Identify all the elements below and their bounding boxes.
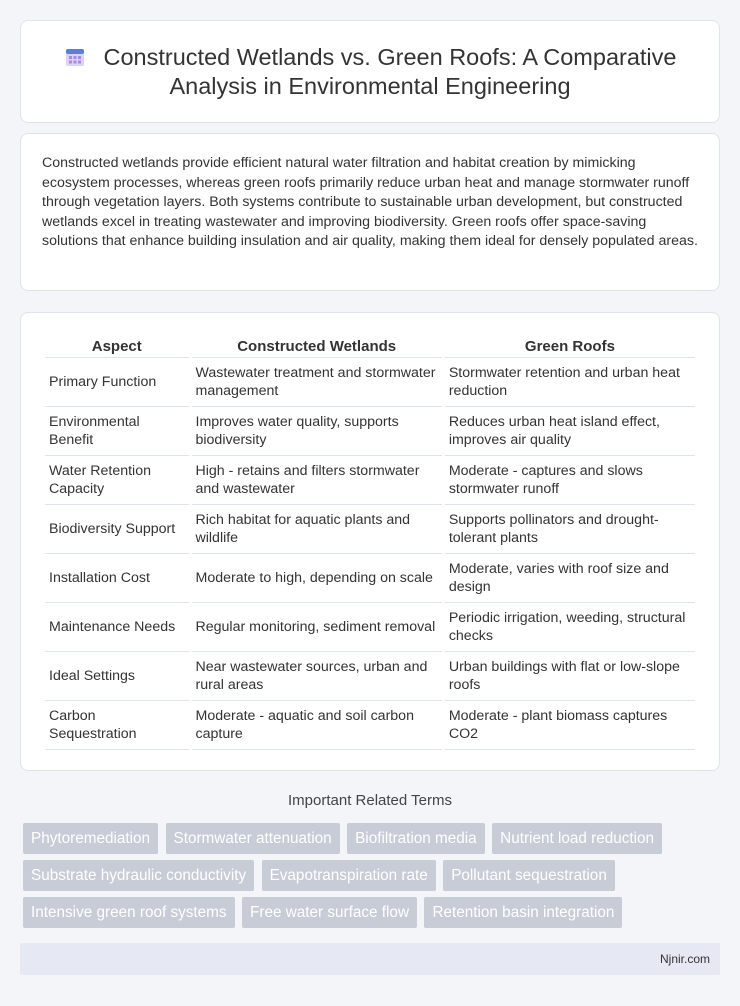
row-aspect: Ideal Settings — [45, 652, 189, 701]
calendar-icon — [64, 46, 86, 68]
row-aspect: Primary Function — [45, 358, 189, 407]
row-green-roofs: Urban buildings with flat or low-slope roofs — [445, 652, 695, 701]
header-green-roofs: Green Roofs — [445, 335, 695, 358]
row-green-roofs: Stormwater retention and urban heat reduction — [445, 358, 695, 407]
table-row — [45, 652, 695, 701]
row-aspect: Carbon Sequestration — [45, 701, 189, 750]
title-line-1: Constructed Wetlands vs. Green Roofs: A Comparative — [103, 44, 677, 70]
table-row — [45, 456, 695, 505]
row-aspect: Biodiversity Support — [45, 505, 189, 554]
term-tag[interactable]: Intensive green roof systems — [23, 897, 235, 928]
row-wetlands: Regular monitoring, sediment removal — [192, 603, 442, 652]
row-aspect: Environmental Benefit — [45, 407, 189, 456]
term-tag[interactable]: Biofiltration media — [347, 823, 485, 854]
related-terms-list — [23, 823, 723, 934]
intro-card — [20, 133, 720, 291]
row-wetlands: High - retains and filters stormwater and wastewater — [192, 456, 442, 505]
table-header-row — [45, 335, 695, 358]
row-aspect: Installation Cost — [45, 554, 189, 603]
footer-site-link[interactable]: Njnir.com — [659, 952, 710, 966]
row-wetlands: Moderate - aquatic and soil carbon capture — [192, 701, 442, 750]
row-green-roofs: Supports pollinators and drought-tolerant plants — [445, 505, 695, 554]
row-green-roofs: Moderate, varies with roof size and design — [445, 554, 695, 603]
row-green-roofs: Periodic irrigation, weeding, structural checks — [445, 603, 695, 652]
row-wetlands: Moderate to high, depending on scale — [192, 554, 442, 603]
intro-paragraph: Constructed wetlands provide efficient natural water filtration and habitat creation by mimicking ecosystem processes, whereas green roofs primarily reduce urban heat and manage stormwater runoff through vegetation layers. Both systems contribute to sustainable urban development, but constructed wetlands excel in treating wastewater and improving biodiversity. Green roofs offer space-saving solutions that enhance building insulation and air quality, making them ideal for densely populated areas. — [42, 155, 698, 249]
header-aspect: Aspect — [45, 335, 189, 358]
row-wetlands: Near wastewater sources, urban and rural areas — [192, 652, 442, 701]
row-green-roofs: Reduces urban heat island effect, improves air quality — [445, 407, 695, 456]
title-line-2: Analysis in Environmental Engineering — [169, 73, 571, 99]
header-constructed-wetlands: Constructed Wetlands — [192, 335, 442, 358]
row-aspect: Maintenance Needs — [45, 603, 189, 652]
footer — [20, 943, 720, 975]
table-row — [45, 603, 695, 652]
term-tag[interactable]: Retention basin integration — [424, 897, 622, 928]
row-green-roofs: Moderate - captures and slows stormwater runoff — [445, 456, 695, 505]
term-tag[interactable]: Free water surface flow — [242, 897, 417, 928]
row-aspect: Water Retention Capacity — [45, 456, 189, 505]
row-green-roofs: Moderate - plant biomass captures CO2 — [445, 701, 695, 750]
table-row — [45, 554, 695, 603]
term-tag[interactable]: Stormwater attenuation — [166, 823, 340, 854]
term-tag[interactable]: Substrate hydraulic conductivity — [23, 860, 254, 891]
related-terms-heading: Important Related Terms — [288, 792, 452, 809]
table-row — [45, 505, 695, 554]
comparison-card — [20, 312, 720, 771]
table-row — [45, 358, 695, 407]
row-wetlands: Rich habitat for aquatic plants and wildlife — [192, 505, 442, 554]
term-tag[interactable]: Phytoremediation — [23, 823, 158, 854]
comparison-table — [42, 335, 698, 750]
title-card — [20, 20, 720, 123]
table-row — [45, 407, 695, 456]
row-wetlands: Improves water quality, supports biodiversity — [192, 407, 442, 456]
term-tag[interactable]: Nutrient load reduction — [492, 823, 662, 854]
table-row — [45, 701, 695, 750]
row-wetlands: Wastewater treatment and stormwater management — [192, 358, 442, 407]
page-title — [21, 43, 719, 101]
term-tag[interactable]: Evapotranspiration rate — [262, 860, 436, 891]
term-tag[interactable]: Pollutant sequestration — [443, 860, 615, 891]
